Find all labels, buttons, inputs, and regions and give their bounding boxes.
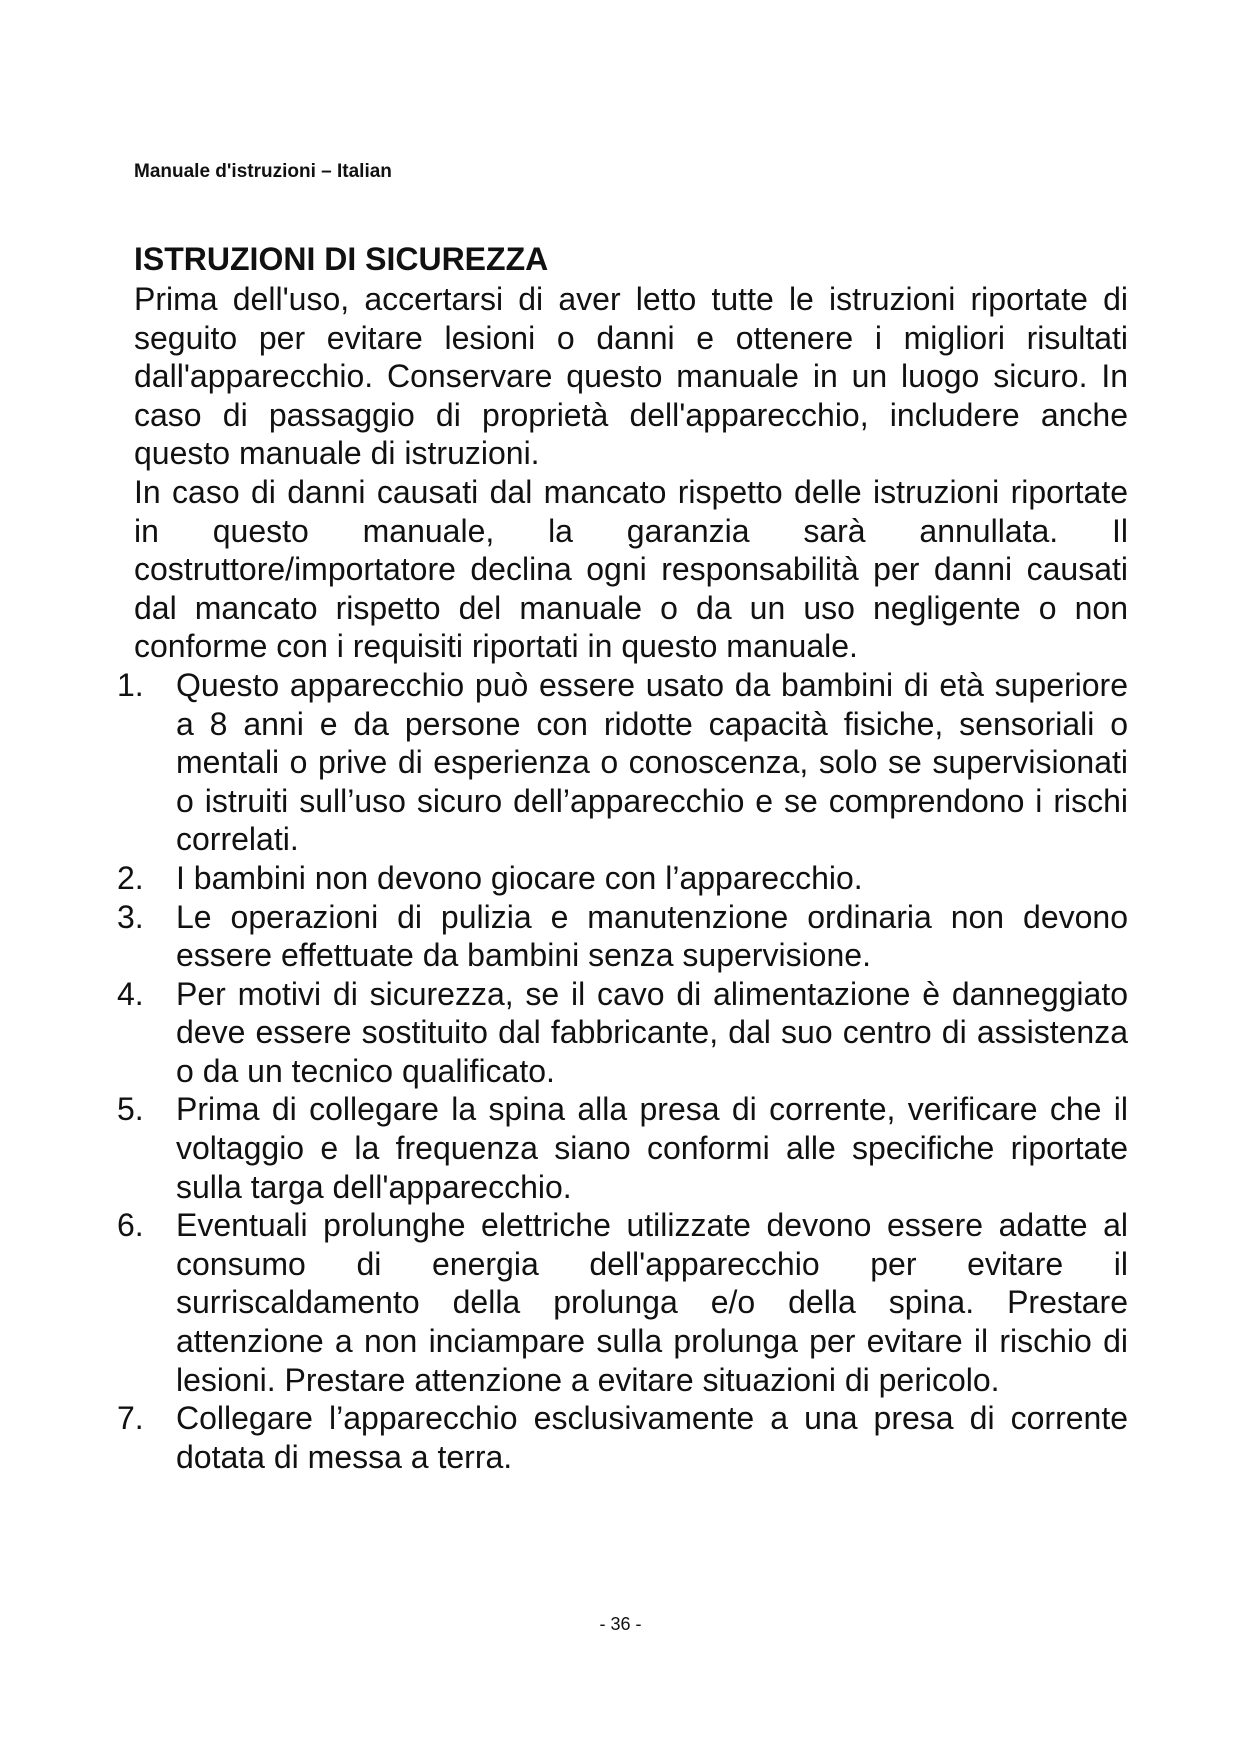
page-number: - 36 - — [599, 1614, 642, 1634]
safety-section — [117, 238, 1128, 1476]
list-item — [117, 1090, 1128, 1206]
item-text: Collegare l’apparecchio esclusivamente a una presa di corrente dotata di messa a terra. — [176, 1400, 1128, 1475]
list-item — [117, 975, 1128, 1091]
item-text: Per motivi di sicurezza, se il cavo di alimentazione è danneggiato deve essere sostituito dal fabbricante, dal suo centro di assistenza o da un tecnico qualificato. — [176, 975, 1128, 1089]
safety-instructions-list — [117, 666, 1128, 1476]
section-title: ISTRUZIONI DI SICUREZZA — [134, 241, 549, 277]
item-text: Prima di collegare la spina alla presa di corrente, verificare che il voltaggio e la frequenza siano conformi alle specifiche riportate sulla targa dell'apparecchio. — [176, 1091, 1128, 1205]
list-item — [117, 666, 1128, 859]
item-number: 6. — [117, 1207, 144, 1244]
item-text: Le operazioni di pulizia e manutenzione ordinaria non devono essere effettuate da bambini senza supervisione. — [176, 898, 1128, 974]
item-number: 1. — [117, 666, 144, 703]
item-number: 7. — [117, 1400, 144, 1437]
list-item — [117, 859, 1128, 898]
item-text: Questo apparecchio può essere usato da bambini di età superiore a 8 anni e da persone con ridotte capacità fisiche, sensoriali o mentali o prive di esperienza o conoscenza, solo se supervisionati o istruiti sull’uso sicuro dell’apparecchio e se comprendono i rischi correlati. — [176, 666, 1128, 858]
running-header: Manuale d'istruzioni – Italian — [134, 161, 392, 182]
item-number: 4. — [117, 975, 144, 1012]
warranty-paragraph: In caso di danni causati dal mancato rispetto delle istruzioni riportate in questo manuale, la garanzia sarà annullata. Il costruttore/importatore declina ogni responsabilità per danni causati dal mancato rispetto del manuale o da un uso negligente o non conforme con i requisiti riportati in questo manuale. — [134, 473, 1128, 665]
item-number: 2. — [117, 859, 144, 896]
list-item — [117, 898, 1128, 975]
item-text: Eventuali prolunghe elettriche utilizzate devono essere adatte al consumo di energia dell'apparecchio per evitare il surriscaldamento della prolunga e/o della spina. Prestare attenzione a non inciampare sulla prolunga per evitare il rischio di lesioni. Prestare attenzione a evitare situazioni di pericolo. — [176, 1207, 1128, 1398]
list-item — [117, 1399, 1128, 1476]
item-number: 5. — [117, 1091, 144, 1128]
intro-paragraph: Prima dell'uso, accertarsi di aver letto tutte le istruzioni riportate di seguito per evitare lesioni o danni e ottenere i migliori risultati dall'apparecchio. Conservare questo manuale in un luogo sicuro. In caso di passaggio di proprietà dell'apparecchio, includere anche questo manuale di istruzioni. — [134, 281, 1128, 472]
item-text: I bambini non devono giocare con l’apparecchio. — [176, 859, 863, 896]
list-item — [117, 1206, 1128, 1399]
item-number: 3. — [117, 898, 144, 935]
